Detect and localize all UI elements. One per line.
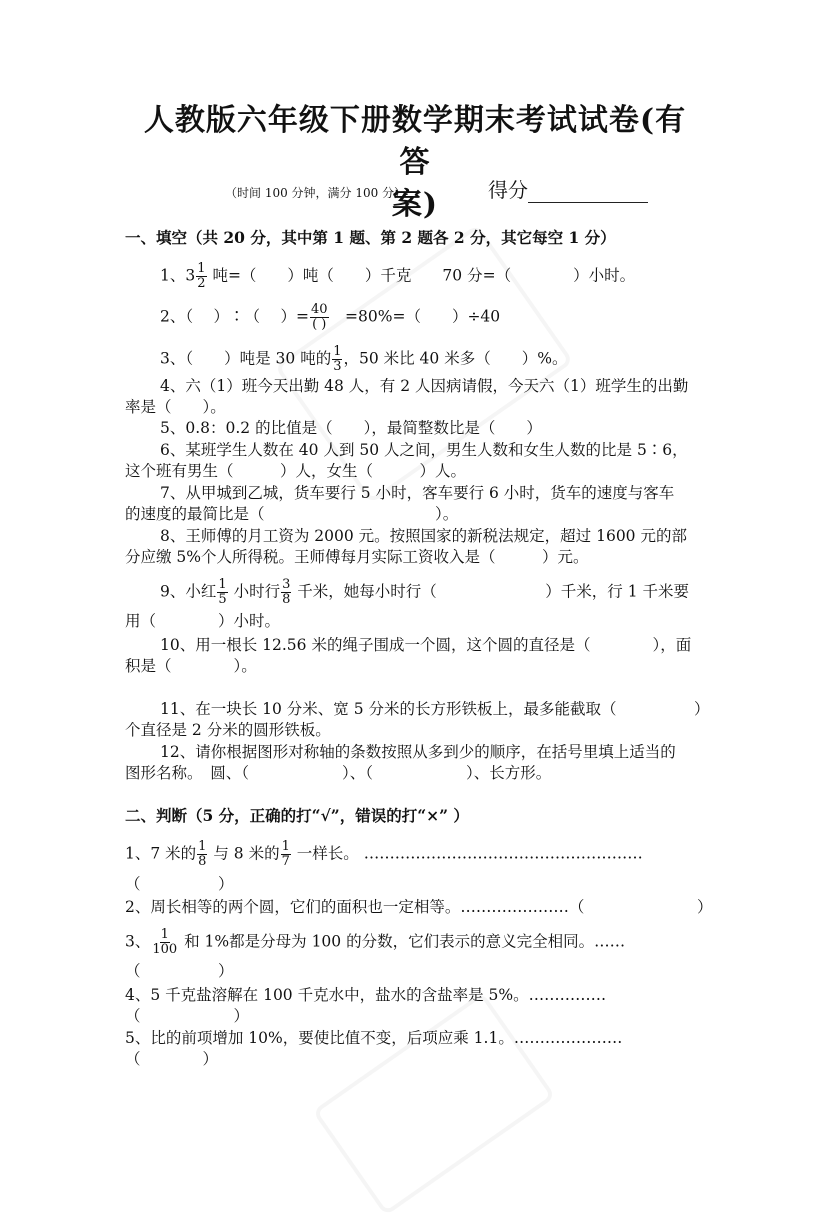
title-line: 人教版六年级下册数学期末考试试卷(有答 [143,103,687,180]
j1-fraction-1 [197,840,207,869]
q2-text-b: =80%=（ ）÷40 [329,307,501,326]
title-line: 案) [391,187,439,222]
judge-4-answer[interactable]: （ ） [125,1007,250,1025]
question-2 [160,303,500,332]
question-1 [160,262,635,291]
question-8-line2: 分应缴 5%个人所得税。王师傅每月实际工资收入是（ ）元。 [125,548,589,566]
question-4-line1: 4、六（1）班今天出勤 48 人，有 2 人因病请假，今天六（1）班学生的出勤 [160,377,689,395]
q9-fraction-2 [281,578,291,607]
q3-frac-den: 3 [333,359,342,374]
q9-text-b: 小时行 [228,582,281,601]
j3-text-b: 和 1%都是分母为 100 的分数，它们表示的意义完全相同。…… [179,932,626,951]
j3-text-a: 3、 [125,932,151,951]
q1-frac-den: 2 [197,276,206,291]
watermark-shape [312,992,556,1216]
question-3 [160,345,567,374]
j1-fraction-2 [281,840,291,869]
j1-text-a: 1、7 米的 [125,844,197,863]
judge-1-line1 [125,840,643,869]
q9-text-c: 千米，她每小时行（ ）千米，行 1 千米要 [292,582,690,601]
question-7-line2: 的速度的最简比是（ ）。 [125,505,459,523]
q9-frac1-den: 5 [218,592,227,607]
q3-frac-num: 1 [333,344,342,359]
q1-text-a: 1、3 [160,266,196,285]
q9-fraction-1 [217,578,227,607]
judge-5-line1: 5、比的前项增加 10%，要使比值不变，后项应乘 1.1。………………… [125,1029,623,1047]
question-6-line1: 6、某班学生人数在 40 人到 50 人之间，男生人数和女生人数的比是 5∶6， [160,441,688,459]
j1-text-b: 与 8 米的 [208,844,280,863]
score-label: 得分 [488,178,528,202]
j1-frac2-num: 1 [281,839,290,854]
q2-text-a: 2、（ ）∶（ ）= [160,307,309,326]
exam-subtitle: （时间 100 分钟，满分 100 分） [225,186,407,200]
q2-frac-num: 40 [310,302,328,317]
question-9-line1 [160,578,689,607]
question-6-line2: 这个班有男生（ ）人，女生（ ）人。 [125,462,467,480]
question-8-line1: 8、王师傅的月工资为 2000 元。按照国家的新税法规定，超过 1600 元的部 [160,527,687,545]
question-10-line1: 10、用一根长 12.56 米的绳子围成一个圆，这个圆的直径是（ ），面 [160,636,692,654]
score-field [488,174,648,203]
judge-5-answer[interactable]: （ ） [125,1050,219,1068]
judge-1-answer[interactable]: （ ） [125,875,234,893]
q3-text-a: 3、（ ）吨是 30 吨的 [160,349,332,368]
question-5: 5、0.8：0.2 的比值是（ ），最简整数比是（ ） [160,419,542,437]
score-blank[interactable] [528,182,648,203]
q1-text-b: 吨=（ ）吨（ ）千克 70 分=（ ）小时。 [207,266,636,285]
question-7-line1: 7、从甲城到乙城，货车要行 5 小时，客车要行 6 小时，货车的速度与客车 [160,484,675,502]
j1-frac1-num: 1 [198,839,207,854]
page-title [140,100,690,226]
question-10-line2: 积是（ ）。 [125,657,257,675]
q9-frac2-num: 3 [282,577,291,592]
judge-4-line1: 4、5 千克盐溶解在 100 千克水中，盐水的含盐率是 5%。…………… [125,986,607,1004]
q9-frac1-num: 1 [218,577,227,592]
j1-frac2-den: 7 [281,854,290,869]
j1-frac1-den: 8 [198,854,207,869]
j3-fraction [151,928,178,957]
question-11-line2: 个直径是 2 分米的圆形铁板。 [125,721,331,739]
q2-frac-den: ( ) [312,317,327,332]
judge-2 [125,897,713,917]
q1-frac-num: 1 [197,261,206,276]
question-9-line2: 用（ ）小时。 [125,612,281,630]
section2-heading: 二、判断（5 分，正确的打“√”，错误的打“×” ） [125,806,469,825]
judge-3-answer[interactable]: （ ） [125,962,234,980]
j2-text-a: 2、周长相等的两个圆，它们的面积也一定相等。…………………（ [125,898,585,916]
q9-frac2-den: 8 [282,592,291,607]
q2-fraction [310,303,329,332]
question-12-line2: 图形名称。 圆、（ ）、（ ）、长方形。 [125,764,552,782]
judge-3-line1 [125,928,625,957]
j2-text-b[interactable]: ） [697,898,713,916]
j1-text-c: 一样长。 ……………………………………………… [291,844,643,863]
j3-frac-den: 100 [152,942,178,957]
question-11-line1: 11、在一块长 10 分米、宽 5 分米的长方形铁板上，最多能截取（ ） [160,700,710,718]
q9-text-a: 9、小红 [160,582,217,601]
q3-text-b: ，50 米比 40 米多（ ）%。 [343,349,568,368]
q3-fraction [332,345,342,374]
question-4-line2: 率是（ ）。 [125,398,226,416]
q1-fraction [196,262,206,291]
section1-heading: 一、填空（共 20 分，其中第 1 题、第 2 题各 2 分，其它每空 1 分） [125,228,616,247]
question-12-line1: 12、请你根据图形对称轴的条数按照从多到少的顺序，在括号里填上适当的 [160,743,676,761]
j3-frac-num: 1 [160,927,169,942]
